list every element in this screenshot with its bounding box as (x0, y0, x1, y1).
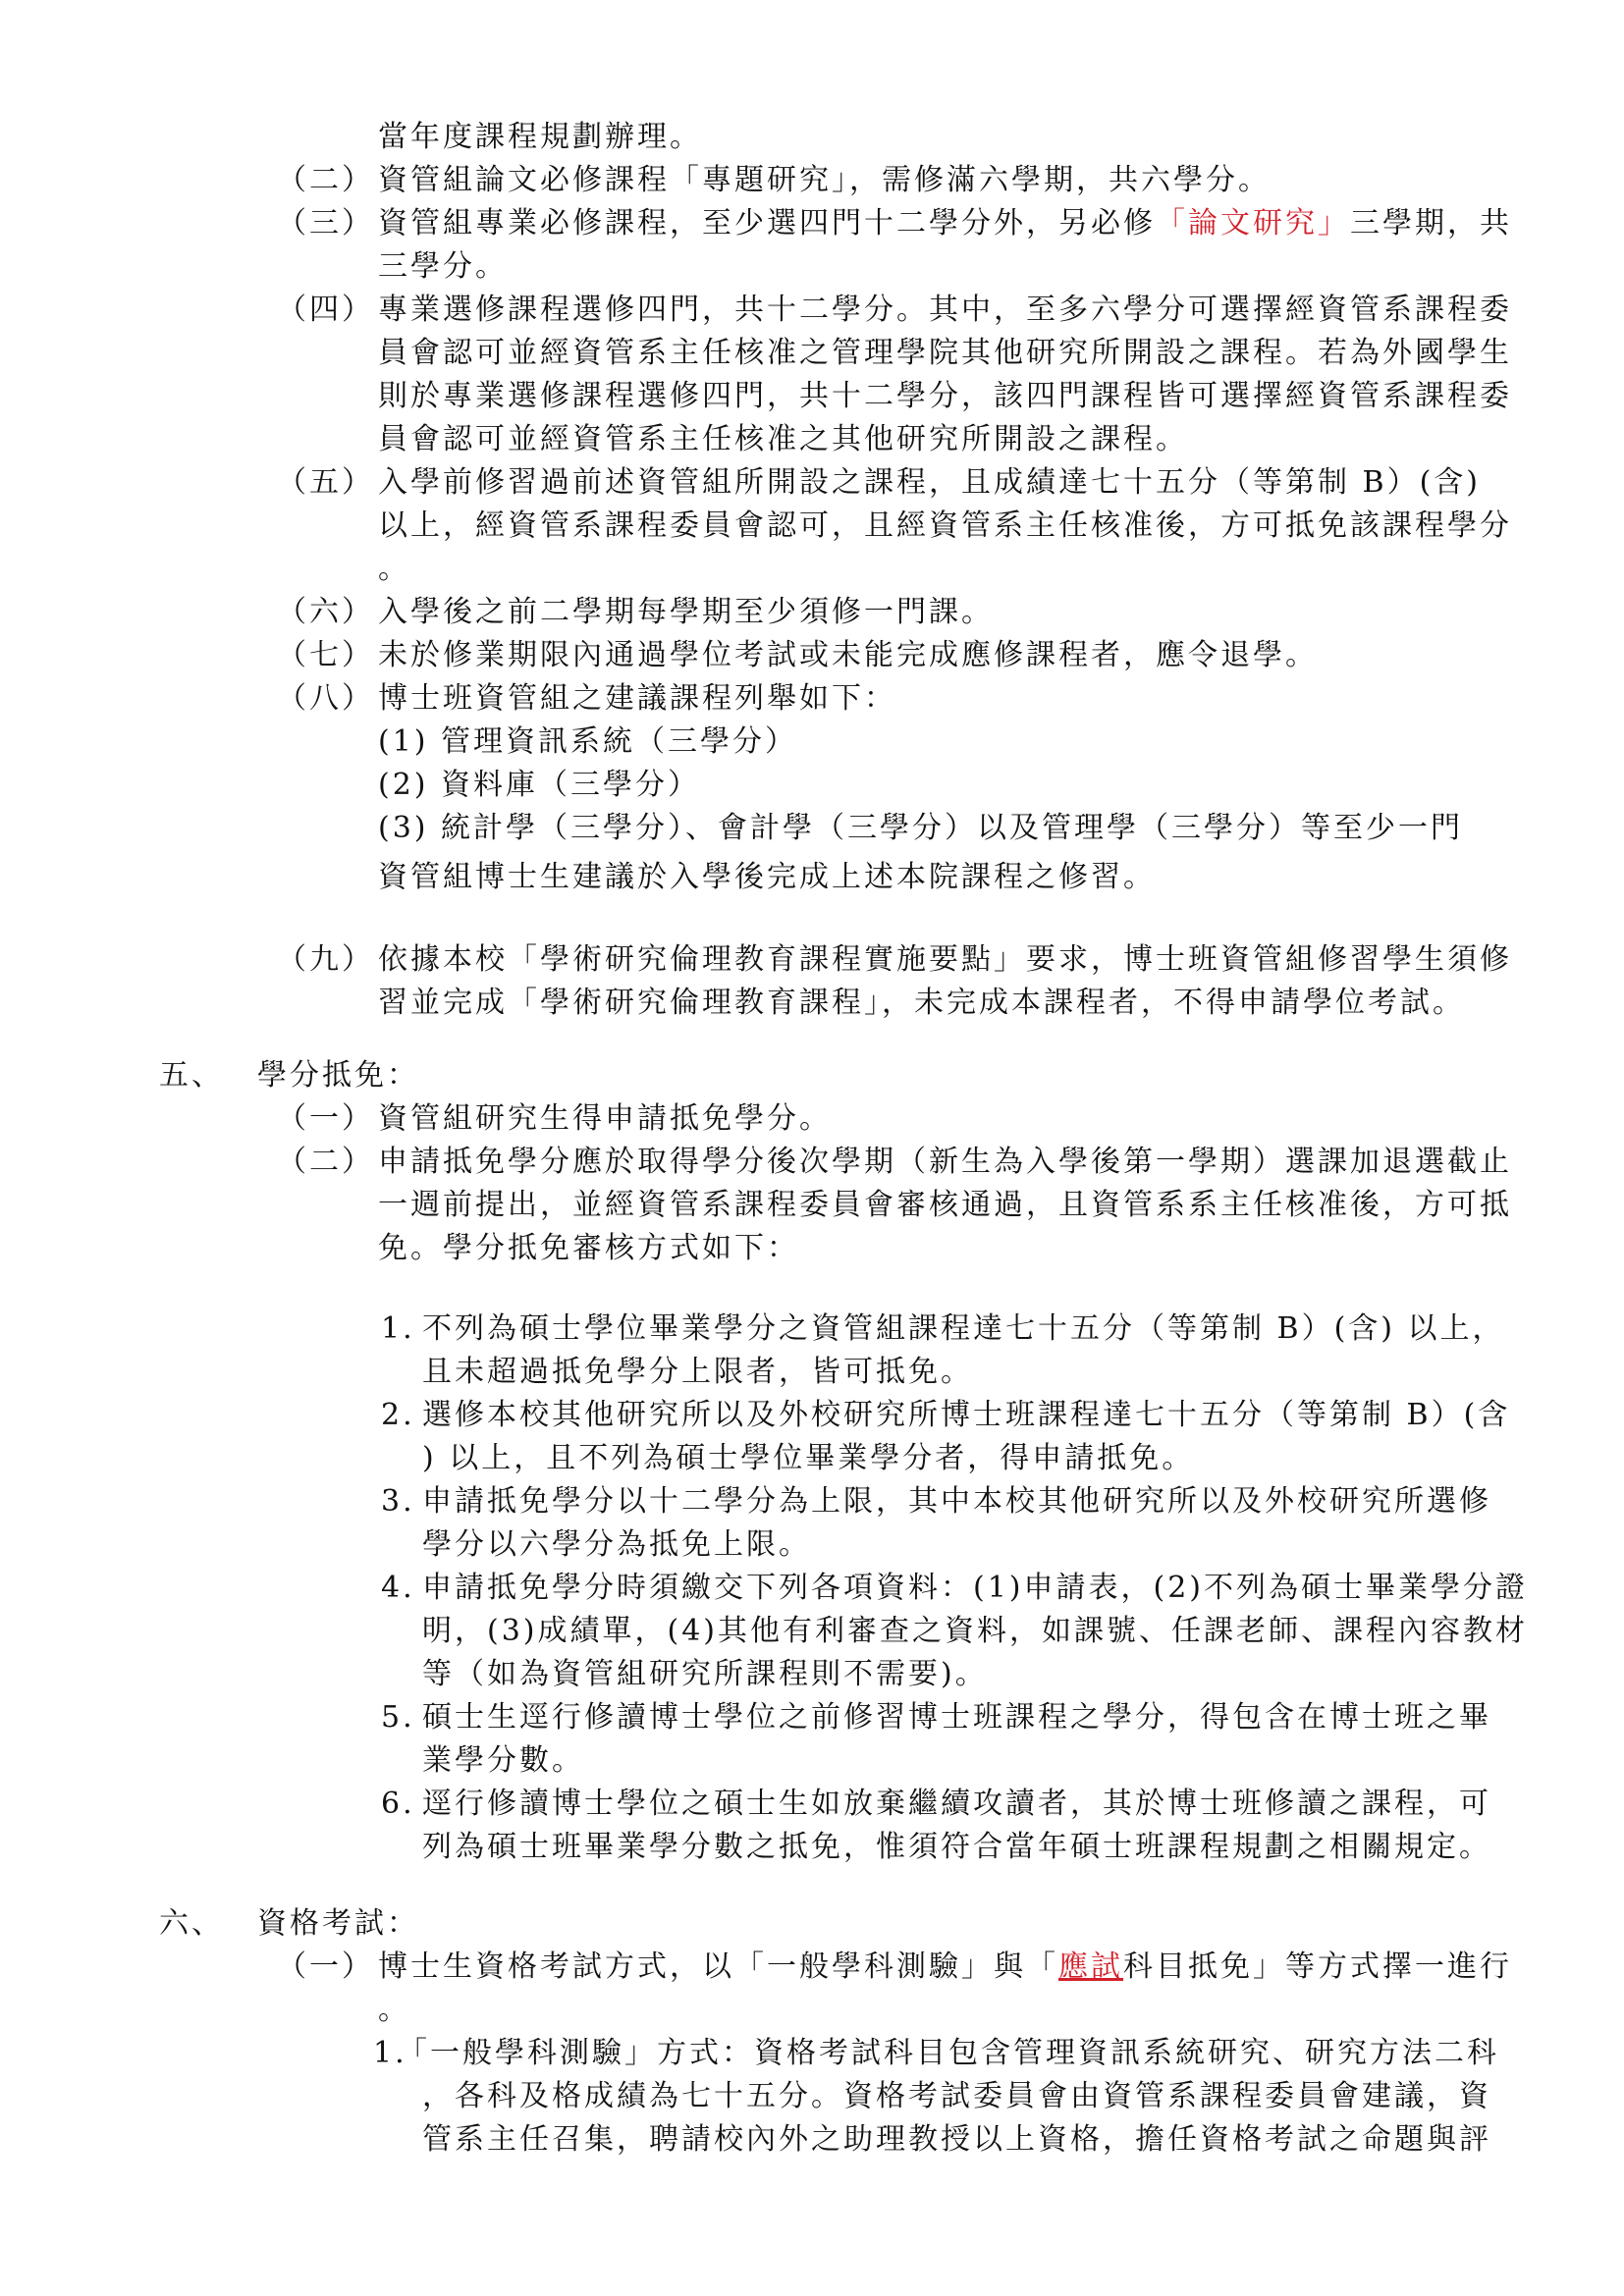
rule-number: 1. (373, 2036, 407, 2070)
item-text: 員會認可並經資管系主任核准之其他研究所開設之課程。 (378, 422, 1188, 456)
course-item: (1) 管理資訊系統（三學分） (378, 724, 798, 759)
item-text: 資管組專業必修課程，至少選四門十二學分外，另必修「論文研究」三學期，共 (378, 206, 1512, 240)
item-number: （二） (277, 1145, 374, 1179)
rule-text: 選修本校其他研究所以及外校研究所博士班課程達七十五分（等第制 B）(含 (422, 1398, 1511, 1432)
section-number: 五、 (159, 1058, 224, 1093)
rule-text: 「一般學科測驗」方式：資格考試科目包含管理資訊系統研究、研究方法二科 (398, 2036, 1499, 2070)
rule-text: 申請抵免學分時須繳交下列各項資料：(1)申請表，(2)不列為碩士畢業學分證 (422, 1571, 1528, 1605)
item-text: 入學後之前二學期每學期至少須修一門課。 (378, 595, 994, 629)
item-number: （四） (277, 293, 374, 327)
rule-text: 申請抵免學分以十二學分為上限，其中本校其他研究所以及外校研究所選修 (422, 1484, 1491, 1519)
course-item: (3) 統計學（三學分）、會計學（三學分）以及管理學（三學分）等至少一門 (378, 811, 1464, 845)
rule-text: 碩士生逕行修讀博士學位之前修習博士班課程之學分，得包含在博士班之畢 (422, 1700, 1491, 1735)
item-text: 員會認可並經資管系主任核准之管理學院其他研究所開設之課程。若為外國學生 (378, 336, 1512, 370)
rule-text: 列為碩士班畢業學分數之抵免，惟須符合當年碩士班課程規劃之相關規定。 (422, 1830, 1491, 1864)
rule-text: 不列為碩士學位畢業學分之資管組課程達七十五分（等第制 B）(含) 以上， (422, 1311, 1505, 1346)
item-text: 。 (378, 1993, 410, 2027)
rule-text: 且未超過抵免學分上限者，皆可抵免。 (422, 1355, 973, 1389)
item-number: （八） (277, 681, 374, 716)
rule-text: 逕行修讀博士學位之碩士生如放棄繼續攻讀者，其於博士班修讀之課程，可 (422, 1787, 1491, 1821)
rule-text: 業學分數。 (422, 1743, 584, 1778)
rule-number: 6. (381, 1787, 415, 1821)
item-number: （一） (277, 1949, 374, 1984)
item-number: （五） (277, 465, 374, 500)
section-number: 六、 (159, 1906, 224, 1941)
course-note: 資管組博士生建議於入學後完成上述本院課程之修習。 (378, 860, 1156, 894)
section-title: 資格考試： (257, 1906, 419, 1941)
item-text: 。 (378, 552, 410, 586)
item-text: 資管組論文必修課程「專題研究」，需修滿六學期，共六學分。 (378, 163, 1271, 197)
item-text: 博士班資管組之建議課程列舉如下： (378, 681, 896, 716)
item-text: 依據本校「學術研究倫理教育課程實施要點」要求，博士班資管組修習學生須修 (378, 942, 1512, 977)
item-number: （六） (277, 595, 374, 629)
item-text: 以上，經資管系課程委員會認可，且經資管系主任核准後，方可抵免該課程學分 (378, 508, 1512, 543)
item-number: （三） (277, 206, 374, 240)
rule-text: ，各科及格成績為七十五分。資格考試委員會由資管系課程委員會建議，資 (422, 2079, 1491, 2113)
highlighted-text: 「論文研究」 (1156, 206, 1350, 240)
rule-number: 5. (381, 1700, 415, 1735)
item-text: 習並完成「學術研究倫理教育課程」，未完成本課程者，不得申請學位考試。 (378, 986, 1465, 1020)
item-number: （七） (277, 638, 374, 672)
rule-number: 3. (381, 1484, 415, 1519)
item-number: （九） (277, 942, 374, 977)
item-text: 三學分。 (378, 249, 508, 284)
item-text: 專業選修課程選修四門，共十二學分。其中，至多六學分可選擇經資管系課程委 (378, 293, 1512, 327)
item-text: 則於專業選修課程選修四門，共十二學分，該四門課程皆可選擇經資管系課程委 (378, 379, 1512, 413)
item-text: 申請抵免學分應於取得學分後次學期（新生為入學後第一學期）選課加退選截止 (378, 1145, 1512, 1179)
item-number: （一） (277, 1101, 374, 1136)
item-text: 免。學分抵免審核方式如下： (378, 1231, 799, 1265)
rule-text: 明，(3)成績單，(4)其他有利審查之資料，如課號、任課老師、課程內容教材 (422, 1614, 1528, 1648)
rule-text: 學分以六學分為抵免上限。 (422, 1527, 811, 1562)
item-text: 未於修業期限內通過學位考試或未能完成應修課程者，應令退學。 (378, 638, 1318, 672)
section-title: 學分抵免： (257, 1058, 419, 1093)
item-number: （二） (277, 163, 374, 197)
rule-text: 管系主任召集，聘請校內外之助理教授以上資格，擔任資格考試之命題與評 (422, 2122, 1491, 2157)
rule-number: 1. (381, 1311, 415, 1346)
rule-number: 4. (381, 1571, 415, 1605)
rule-number: 2. (381, 1398, 415, 1432)
rule-text: 等（如為資管組研究所課程則不需要)。 (422, 1657, 988, 1691)
rule-text: ) 以上，且不列為碩士學位畢業學分者，得申請抵免。 (422, 1441, 1195, 1475)
intro-tail: 當年度課程規劃辦理。 (378, 120, 702, 154)
item-text: 入學前修習過前述資管組所開設之課程，且成績達七十五分（等第制 B）(含) (378, 465, 1481, 500)
item-text: 一週前提出，並經資管系課程委員會審核通過，且資管系系主任核准後，方可抵 (378, 1188, 1512, 1222)
item-text: 博士生資格考試方式，以「一般學科測驗」與「應試科目抵免」等方式擇一進行 (378, 1949, 1512, 1984)
course-item: (2) 資料庫（三學分） (378, 768, 701, 802)
highlighted-text: 應試 (1058, 1949, 1123, 1984)
item-text: 資管組研究生得申請抵免學分。 (378, 1101, 832, 1136)
